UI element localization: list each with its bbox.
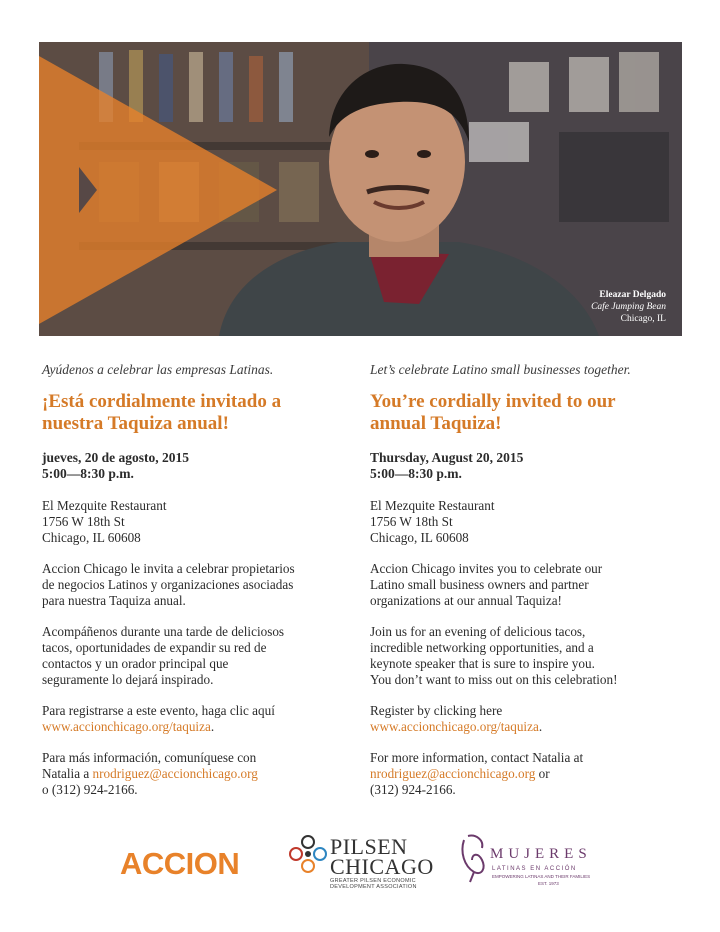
- pilsen-line1: PILSEN: [330, 834, 408, 859]
- english-invite-line: organizations at our annual Taquiza!: [370, 593, 562, 608]
- spanish-join-line: seguramente lo dejará inspirado.: [42, 672, 214, 687]
- spanish-register-text: Para registrarse a este evento, haga clic aquí: [42, 703, 275, 718]
- spanish-join-line: contactos y un orador principal que: [42, 656, 229, 671]
- hero-illustration: [39, 42, 682, 336]
- hero-photo: [39, 42, 682, 336]
- mujeres-title: MUJERES: [490, 846, 592, 862]
- mujeres-emblem-icon: [458, 832, 490, 884]
- english-invite-line: Accion Chicago invites you to celebrate our: [370, 561, 603, 576]
- english-register: [370, 703, 680, 735]
- english-address: [370, 498, 680, 546]
- spanish-city: Chicago, IL 60608: [42, 530, 141, 545]
- accion-logo: ACCION: [120, 846, 240, 881]
- mujeres-subtitle: LATINAS EN ACCIÓN: [492, 866, 577, 872]
- english-date: Thursday, August 20, 2015: [370, 450, 524, 465]
- spanish-info: [42, 750, 362, 798]
- photo-caption: [591, 289, 666, 325]
- pilsen-emblem-icon: [288, 834, 328, 878]
- english-join: [370, 624, 680, 688]
- spanish-date: jueves, 20 de agosto, 2015: [42, 450, 189, 465]
- english-headline-line2: annual Taquiza!: [370, 413, 502, 434]
- spanish-headline-line1: ¡Está cordialmente invitado a: [42, 391, 282, 412]
- english-info-suffix: or: [535, 766, 550, 781]
- caption-location: Chicago, IL: [620, 314, 666, 324]
- english-info: [370, 750, 680, 798]
- english-register-text: Register by clicking here: [370, 703, 503, 718]
- english-join-line: You don’t want to miss out on this celebration!: [370, 672, 618, 687]
- english-register-suffix: .: [538, 719, 543, 734]
- spanish-info-prefix: Natalia a: [42, 766, 93, 781]
- english-tagline: Let’s celebrate Latino small businesses together.: [370, 362, 631, 377]
- english-register-link[interactable]: www.accionchicago.org/taquiza: [370, 719, 539, 734]
- english-join-line: incredible networking opportunities, and a: [370, 640, 594, 655]
- spanish-address: [42, 498, 362, 546]
- spanish-invite-line: para nuestra Taquiza anual.: [42, 593, 186, 608]
- english-date-time: [370, 450, 680, 482]
- pilsen-line2: CHICAGO: [330, 854, 434, 879]
- english-info-line1: For more information, contact Natalia at: [370, 750, 584, 765]
- pilsen-subtitle: GREATER PILSEN ECONOMIC DEVELOPMENT ASSOCIATION: [330, 878, 417, 890]
- spanish-register-link[interactable]: www.accionchicago.org/taquiza: [42, 719, 211, 734]
- spanish-join: [42, 624, 362, 688]
- spanish-info-line1: Para más información, comuníquese con: [42, 750, 257, 765]
- english-invite-line: Latino small business owners and partner: [370, 577, 589, 592]
- spanish-column: [42, 362, 362, 813]
- spanish-email-link[interactable]: nrodriguez@accionchicago.org: [92, 766, 258, 781]
- pilsen-chicago-logo: [288, 830, 438, 896]
- spanish-tagline: Ayúdenos a celebrar las empresas Latinas.: [42, 362, 274, 377]
- caption-name: Eleazar Delgado: [599, 290, 666, 300]
- spanish-headline-line2: nuestra Taquiza anual!: [42, 413, 229, 434]
- english-join-line: Join us for an evening of delicious tacos,: [370, 624, 586, 639]
- caption-business: Cafe Jumping Bean: [591, 302, 666, 312]
- spanish-register: [42, 703, 362, 735]
- spanish-invite-line: Accion Chicago le invita a celebrar propietarios: [42, 561, 295, 576]
- english-time: 5:00—8:30 p.m.: [370, 466, 462, 481]
- spanish-register-suffix: .: [210, 719, 215, 734]
- mujeres-tagline: EMPOWERING LATINAS AND THEIR FAMILIES: [492, 874, 591, 879]
- spanish-venue: El Mezquite Restaurant: [42, 498, 167, 513]
- english-email-link[interactable]: nrodriguez@accionchicago.org: [370, 766, 536, 781]
- english-headline: [370, 391, 680, 435]
- english-invite: [370, 561, 680, 609]
- spanish-time: 5:00—8:30 p.m.: [42, 466, 134, 481]
- spanish-street: 1756 W 18th St: [42, 514, 125, 529]
- english-city: Chicago, IL 60608: [370, 530, 469, 545]
- english-venue: El Mezquite Restaurant: [370, 498, 495, 513]
- spanish-phone: o (312) 924-2166.: [42, 782, 138, 797]
- mujeres-logo: [458, 832, 608, 896]
- english-phone: (312) 924-2166.: [370, 782, 456, 797]
- sponsor-logos: [0, 828, 720, 898]
- spanish-date-time: [42, 450, 362, 482]
- english-street: 1756 W 18th St: [370, 514, 453, 529]
- spanish-headline: [42, 391, 362, 435]
- english-join-line: keynote speaker that is sure to inspire you.: [370, 656, 595, 671]
- spanish-join-line: Acompáñenos durante una tarde de deliciosos: [42, 624, 285, 639]
- spanish-invite-line: de negocios Latinos y organizaciones asociadas: [42, 577, 294, 592]
- spanish-invite: [42, 561, 362, 609]
- spanish-join-line: tacos, oportunidades de expandir su red de: [42, 640, 267, 655]
- english-headline-line1: You’re cordially invited to our: [370, 391, 616, 412]
- mujeres-est: EST. 1973: [538, 881, 559, 886]
- english-column: [370, 362, 680, 813]
